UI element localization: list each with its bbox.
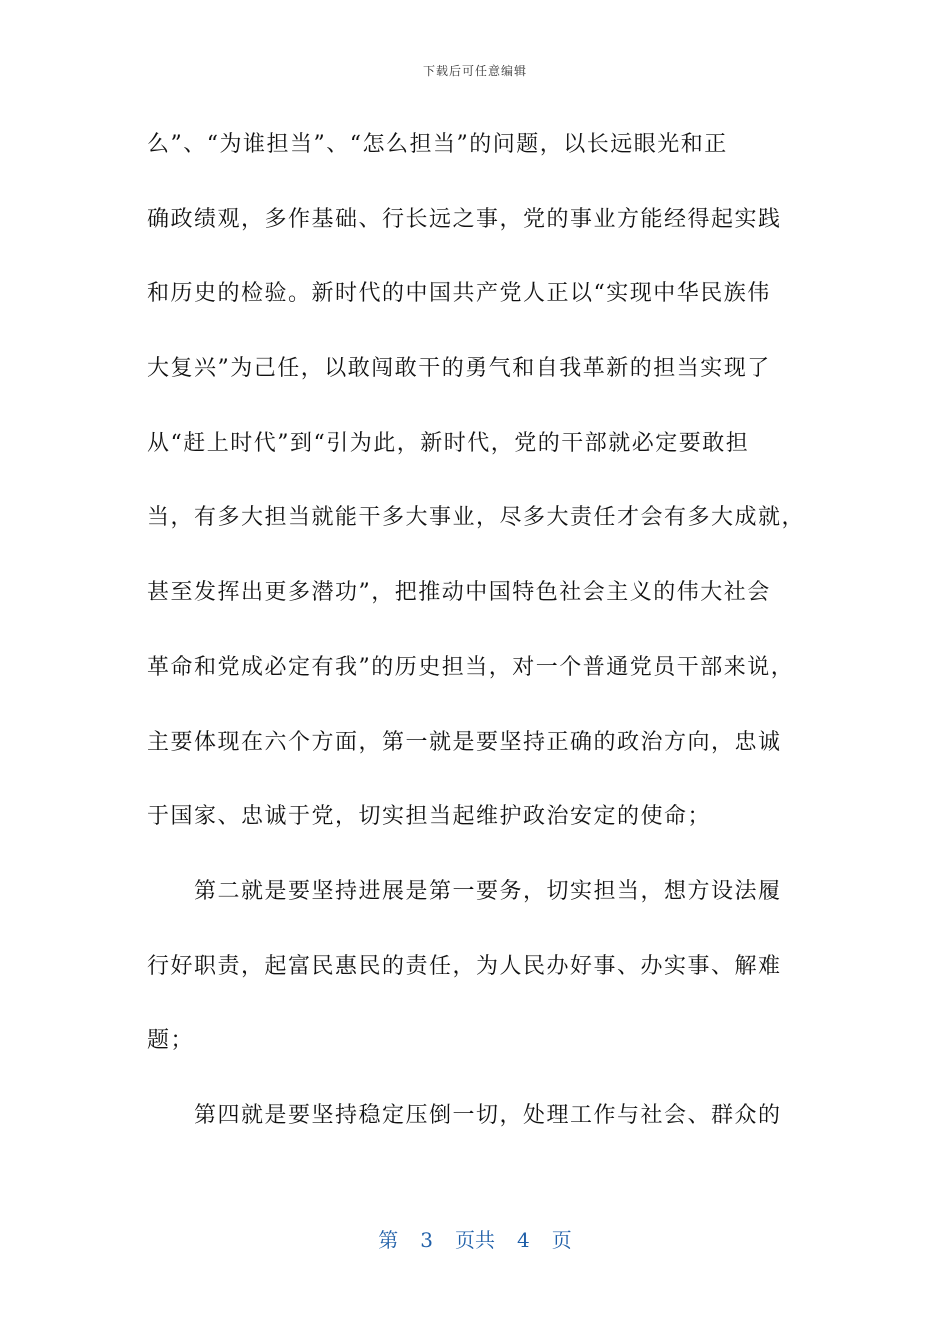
footer-prefix: 第 (378, 1228, 399, 1252)
text-line-7: 甚至发挥出更多潜功”，把推动中国特色社会主义的伟大社会 (147, 580, 771, 606)
text-line-8: 革命和党成必定有我”的历史担当，对一个普通党员干部来说， (147, 654, 795, 680)
footer-suffix: 页 (551, 1228, 572, 1252)
text-line-4: 大复兴”为己任，以敢闯敢干的勇气和自我革新的担当实现了 (147, 356, 771, 382)
text-line-9: 主要体现在六个方面，第一就是要坚持正确的政治方向，忠诚 (147, 729, 782, 755)
text-line-12: 行好职责，起富民惠民的责任，为人民办好事、办实事、解难 (147, 953, 782, 979)
text-line-10: 于国家、忠诚于党，切实担当起维护政治安定的使命； (147, 804, 712, 830)
text-line-5: 从“赶上时代”到“引为此，新时代，党的干部就必定要敢担 (147, 430, 750, 456)
text-line-2: 确政绩观，多作基础、行长远之事，党的事业方能经得起实践 (147, 206, 782, 232)
text-line-1: 么”、“为谁担当”、“怎么担当”的问题，以长远眼光和正 (147, 132, 728, 157)
page-footer (0, 1224, 950, 1253)
document-body (147, 120, 807, 1166)
text-line-14: 第四就是要坚持稳定压倒一切，处理工作与社会、群众的 (194, 1102, 782, 1128)
text-line-3: 和历史的检验。新时代的中国共产党人正以“实现中华民族伟 (147, 281, 771, 307)
page-header: 下载后可任意编辑 (422, 64, 527, 78)
footer-middle: 页共 (455, 1228, 495, 1252)
text-line-11: 第二就是要坚持进展是第一要务，切实担当，想方设法履 (194, 878, 782, 904)
text-line-6: 当，有多大担当就能干多大事业，尽多大责任才会有多大成就， (147, 505, 806, 531)
text-line-13: 题； (147, 1028, 195, 1054)
current-page-number: 3 (420, 1228, 433, 1252)
total-page-number: 4 (517, 1228, 530, 1252)
